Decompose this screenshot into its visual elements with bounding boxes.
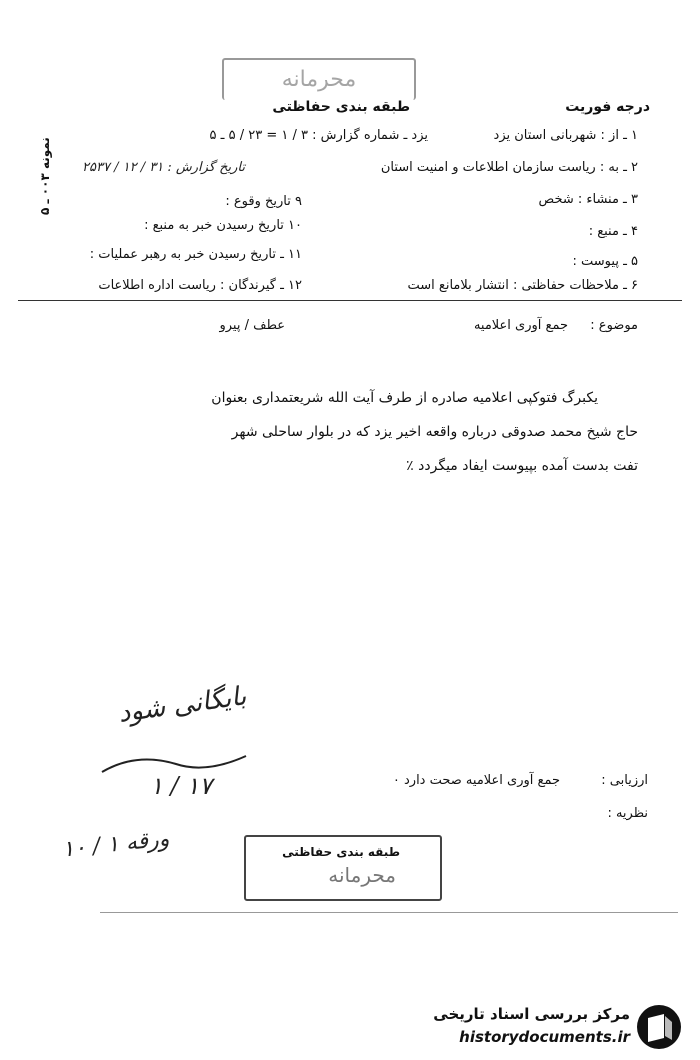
evaluation-label: ارزیابی :	[601, 773, 648, 788]
body-line-3: تفت بدست آمده بپیوست ایفاد میگردد ٪	[406, 458, 638, 474]
field-recipients: ۱۲ ـ گیرندگان : ریاست اداره اطلاعات	[98, 278, 302, 293]
field-origin: ۳ ـ منشاء : شخص	[538, 192, 638, 207]
classification-stamp-bottom	[244, 835, 442, 901]
field-source: ۴ ـ منبع :	[588, 224, 638, 239]
archive-logo-icon	[634, 1002, 684, 1052]
archive-website[interactable]: historydocuments.ir	[459, 1028, 630, 1046]
handwritten-note-sheet: ورقه ۱ / ۱۰	[60, 826, 171, 863]
body-line-1: یکبرگ فتوکپی اعلامیه صادره از طرف آیت الله شریعتمداری بعنوان	[211, 390, 598, 406]
footer-divider	[100, 912, 678, 913]
field-security-notes: ۶ ـ ملاحظات حفاظتی : انتشار بلامانع است	[407, 278, 638, 293]
field-report-number: یزد ـ شماره گزارش : ۳ / ۱ = ۲۳ / ۵ ـ ۵	[209, 128, 428, 143]
body-line-2: حاج شیخ محمد صدوقی درباره واقعه اخیر یزد که در بلوار ساحلی شهر	[231, 424, 638, 440]
stamp-bottom-line2: محرمانه	[328, 863, 396, 887]
stamp-bottom-line1: طبقه بندی حفاظتی	[282, 845, 400, 859]
field-from: ۱ ـ از : شهربانی استان یزد	[493, 128, 638, 143]
opinion-label: نظریه :	[607, 806, 648, 821]
header-divider	[18, 300, 682, 301]
evaluation-value: جمع آوری اعلامیه صحت دارد ۰	[392, 773, 560, 788]
field-occurrence-date: ۹ تاریخ وقوع :	[225, 194, 302, 209]
field-attachment: ۵ ـ پیوست :	[572, 254, 638, 269]
field-leader-receive-date: ۱۱ ـ تاریخ رسیدن خبر به رهبر عملیات :	[89, 247, 302, 262]
subject-label: موضوع :	[590, 318, 638, 333]
field-report-date: تاریخ گزارش : ۳۱ / ۱۲ / ۲۵۳۷	[82, 160, 245, 175]
confidential-stamp-top: محرمانه	[222, 58, 416, 100]
field-to: ۲ ـ به : ریاست سازمان اطلاعات و امنیت استان	[380, 160, 638, 175]
subject-value: جمع آوری اعلامیه	[473, 318, 568, 333]
archive-center-name: مرکز بررسی اسناد تاریخی	[433, 1005, 630, 1023]
classification-label: طبقه بندی حفاظتی	[272, 99, 410, 115]
reference-label: عطف / پیرو	[219, 318, 285, 333]
handwritten-note-date: ۱۷ / ۱	[150, 772, 213, 800]
urgency-label: درجه فوریت	[565, 99, 650, 115]
handwritten-note-archive: بایگانی شود	[116, 681, 249, 729]
field-source-receive-date: ۱۰ تاریخ رسیدن خبر به منبع :	[144, 218, 302, 233]
form-code-sidebar: نمونه ۰۰۳ ـ ۵	[38, 137, 52, 215]
